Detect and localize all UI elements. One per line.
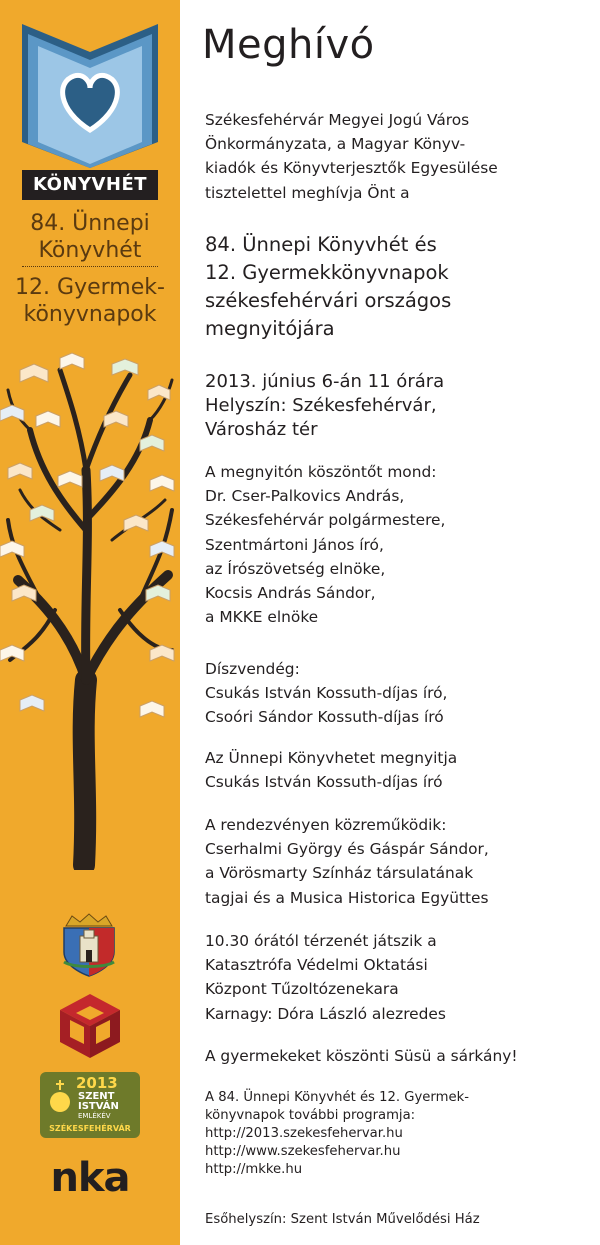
badge-line2: ISTVÁN	[78, 1101, 119, 1112]
rain-venue: Esőhelyszín: Szent István Művelődési Ház	[205, 1212, 480, 1227]
guests-text: Díszvendég: Csukás István Kossuth-díjas író, Csoóri Sándor Kossuth-díjas író	[205, 660, 448, 727]
badge-line3: EMLÉKÉV	[78, 1112, 111, 1120]
speakers-text: A megnyitón köszöntőt mond: Dr. Cser-Palkovics András, Székesfehérvár polgármestere, Szentmártoni János író, az Írószövetség elnöke, Kocsis András Sándor, a MKKE elnöke	[205, 463, 446, 627]
sidebar-event-line2: Könyvhét	[38, 238, 142, 263]
konyvhet-logo	[18, 18, 162, 174]
nka-logo-text: nka	[50, 1155, 130, 1201]
badge-year: 2013	[76, 1074, 118, 1092]
opener-text: Az Ünnepi Könyvhetet megnyitja Csukás István Kossuth-díjas író	[205, 749, 458, 792]
band-text: 10.30 órától térzenét játszik a Katasztrófa Védelmi Oktatási Központ Tűzoltózenekara Karnagy: Dóra László alezredes	[205, 932, 446, 1023]
sidebar	[0, 0, 180, 1245]
mkke-cube-logo	[58, 992, 122, 1060]
event-date-venue: 2013. június 6-án 11 órára Helyszín: Székesfehérvár, Városház tér	[205, 371, 445, 440]
book-tree-illustration	[0, 350, 180, 870]
crown-cross-icon	[48, 1078, 72, 1114]
sidebar-sub-line1: 12. Gyermek-	[15, 275, 165, 300]
intro-text: Székesfehérvár Megyei Jogú Város Önkormányzata, a Magyar Könyv- kiadók és Könyvterjesztők Egyesülése tisztelettel meghívja Önt a	[205, 111, 498, 202]
badge-city: SZÉKESFEHÉRVÁR	[49, 1124, 131, 1133]
sidebar-sub-line2: könyvnapok	[23, 302, 157, 327]
badge-line1: SZENT	[78, 1091, 115, 1102]
logo-wordmark: KÖNYVHÉT	[22, 170, 158, 200]
szent-istvan-emlekev-badge	[40, 1072, 140, 1138]
sidebar-divider	[22, 266, 158, 267]
city-coat-of-arms	[58, 912, 120, 978]
event-title: 84. Ünnepi Könyvhét és 12. Gyermekkönyvnapok székesfehérvári országos megnyitójára	[205, 233, 452, 340]
sidebar-event-line1: 84. Ünnepi	[30, 211, 150, 236]
kids-text: A gyermekeket köszönti Süsü a sárkány!	[205, 1047, 518, 1065]
nka-logo	[0, 1155, 180, 1201]
page-title: Meghívó	[202, 22, 375, 68]
program-info: A 84. Ünnepi Könyvhét és 12. Gyermek- könyvnapok további programja: http://2013.szekesfehervar.hu http://www.szekesfehervar.hu http://mkke.hu	[205, 1090, 469, 1177]
performers-text: A rendezvényen közreműködik: Cserhalmi György és Gáspár Sándor, a Vörösmarty Színház társulatának tagjai és a Musica Historica Együttes	[205, 816, 489, 907]
